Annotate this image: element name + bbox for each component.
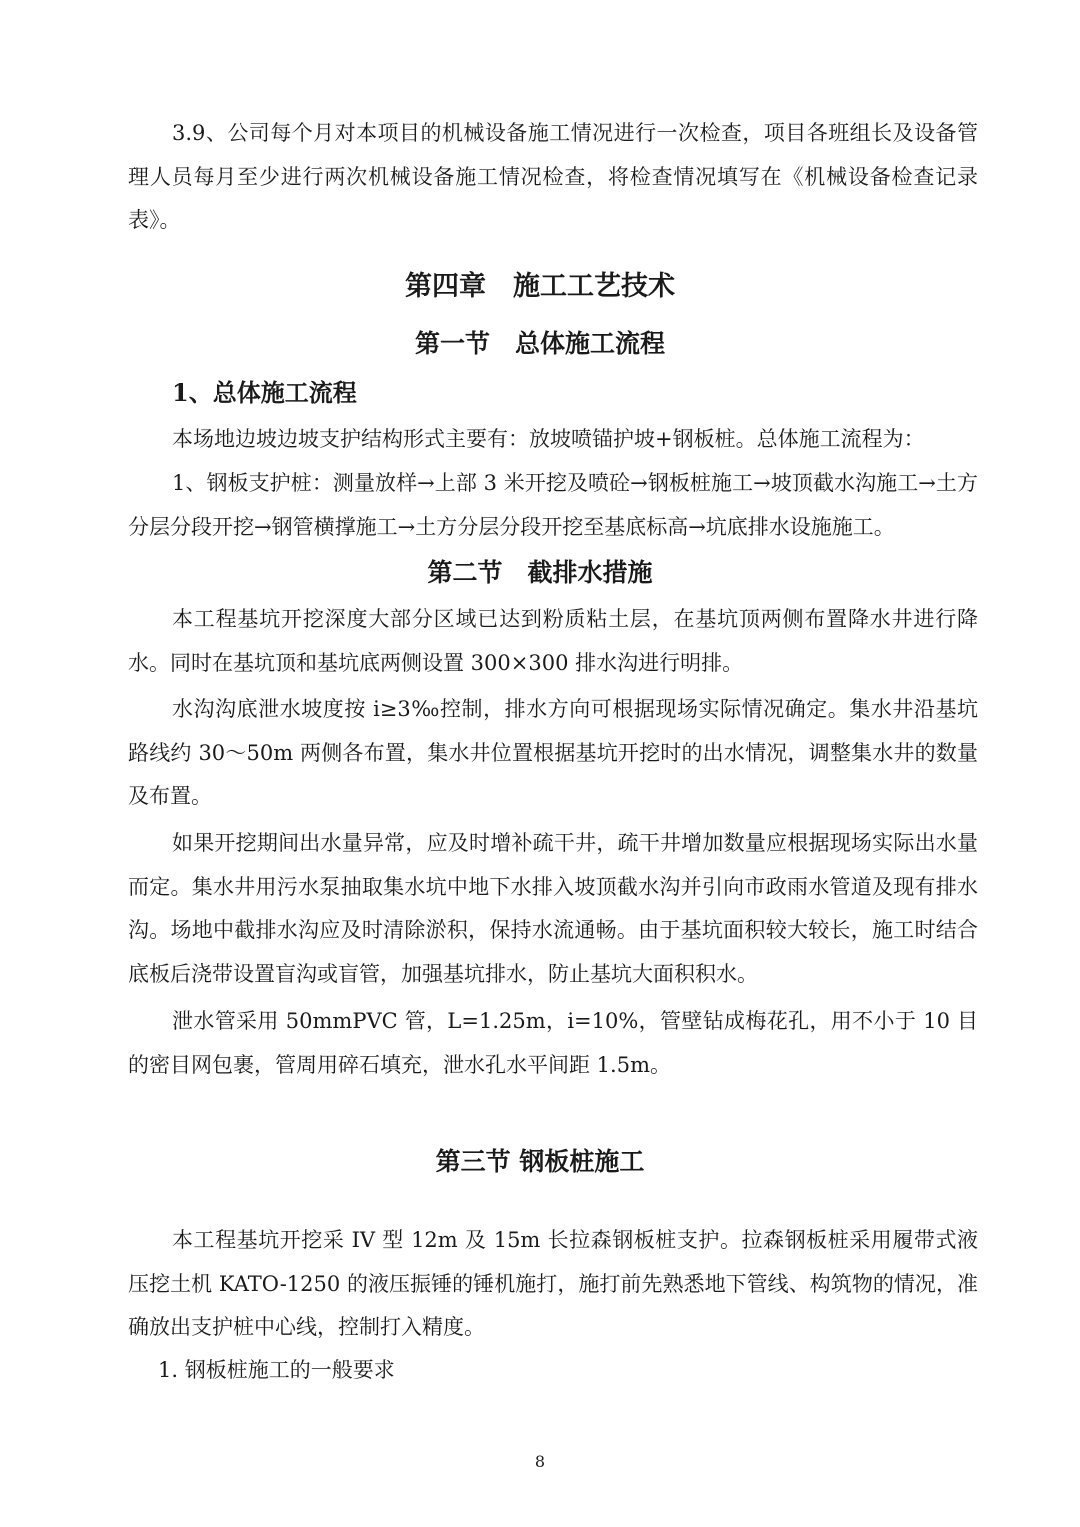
paragraph-flow: 1、钢板支护桩：测量放样→上部 3 米开挖及喷砼→钢板桩施工→坡顶截水沟施工→土方分层分段开挖→钢管横撑施工→土方分层分段开挖至基底标高→坑底排水设施施工。 [128, 471, 978, 539]
paragraph-drain-4: 泄水管采用 50mmPVC 管，L=1.25m，i=10%，管壁钻成梅花孔，用不小于 10 目的密目网包裹，管周用碎石填充，泄水孔水平间距 1.5m。 [128, 1009, 978, 1077]
section-1-title: 第一节 总体施工流程 [414, 329, 665, 358]
paragraph-drain-3: 如果开挖期间出水量异常，应及时增补疏干井，疏干井增加数量应根据现场实际出水量而定。集水井用污水泵抽取集水坑中地下水排入坡顶截水沟并引向市政雨水管道及现有排水沟。场地中截排水沟应及时清除淤积，保持水流通畅。由于基坑面积较大较长，施工时结合底板后浇带设置盲沟或盲管，加强基坑排水，防止基坑大面积积水。 [128, 831, 978, 986]
paragraph-3-9: 3.9、公司每个月对本项目的机械设备施工情况进行一次检查，项目各班组长及设备管理人员每月至少进行两次机械设备施工情况检查，将检查情况填写在《机械设备检查记录表》。 [128, 121, 978, 232]
paragraph-drain-1: 本工程基坑开挖深度大部分区域已达到粉质粘土层，在基坑顶两侧布置降水井进行降水。同时在基坑顶和基坑底两侧设置 300×300 排水沟进行明排。 [128, 607, 978, 675]
paragraph-drain-2: 水沟沟底泄水坡度按 i≥3‰控制，排水方向可根据现场实际情况确定。集水井沿基坑路线约 30～50m 两侧各布置，集水井位置根据基坑开挖时的出水情况，调整集水井的数量及布置。 [128, 697, 978, 808]
paragraph-intro: 本场地边坡边坡支护结构形式主要有：放坡喷锚护坡+钢板桩。总体施工流程为： [172, 427, 925, 451]
section-3-title: 第三节 钢板桩施工 [435, 1147, 645, 1176]
page-number: 8 [534, 1452, 546, 1471]
section-2-title: 第二节 截排水措施 [427, 558, 653, 587]
chapter-title: 第四章 施工工艺技术 [405, 271, 675, 302]
list-item-1: 1. 钢板桩施工的一般要求 [158, 1358, 395, 1382]
paragraph-pile: 本工程基坑开挖采 IV 型 12m 及 15m 长拉森钢板桩支护。拉森钢板桩采用履带式液压挖土机 KATO-1250 的液压振锤的锤机施打，施打前先熟悉地下管线、构筑物的情况，准确放出支护桩中心线，控制打入精度。 [128, 1228, 978, 1339]
subsection-1-title: 1、总体施工流程 [172, 378, 357, 407]
